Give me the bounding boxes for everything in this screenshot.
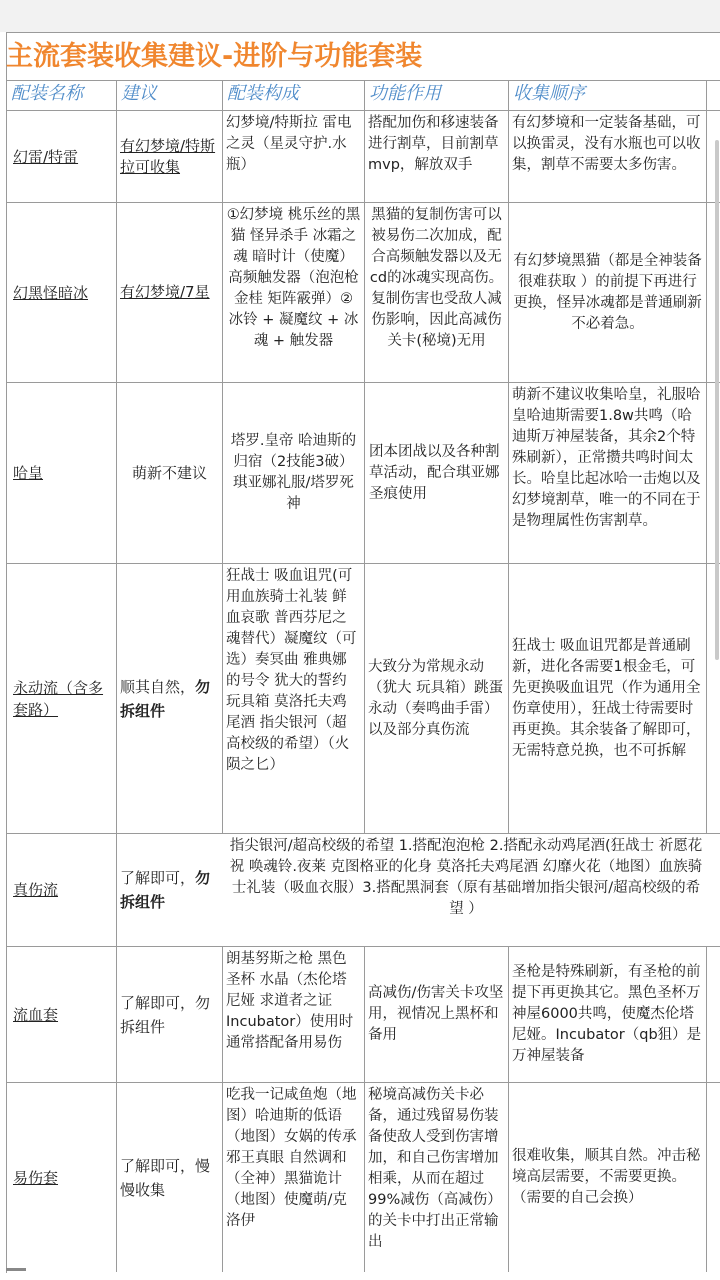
row-composition: 狂战士 吸血诅咒(可用血族骑士礼装 鲜血哀歌 普西芬尼之魂替代）凝魔纹（可选）奏冥曲 雅典娜的号令 犹大的誓约 玩具箱 莫洛托夫鸡尾酒 指尖银河（超高校级的希望）（火陨之匕）	[226, 568, 357, 773]
row-composition: 塔罗.皇帝 哈迪斯的归宿（2技能3破）琪亚娜礼服/塔罗死神	[230, 433, 357, 512]
row-name[interactable]: 幻雷/特雷	[13, 147, 79, 166]
row-name[interactable]: 流血套	[13, 1005, 59, 1024]
row-advice: 了解即可，慢慢收集	[120, 1156, 211, 1199]
advice-bold: 勿拆组件	[120, 869, 211, 911]
row-advice: 了解即可，勿拆组件	[120, 993, 211, 1036]
row-advice: 有幻梦境/7星	[120, 283, 210, 301]
grid-line	[706, 946, 707, 1272]
row-name[interactable]: 真伤流	[13, 881, 59, 899]
row-composition: 吃我一记咸鱼炮（地图）哈迪斯的低语（地图）女娲的传承 邪王真眼 自然调和（全神）黑猫诡计（地图）使魔萌/克洛伊	[226, 1087, 357, 1229]
row-merged-text: 指尖银河/超高校级的希望 1.搭配泡泡枪 2.搭配永动鸡尾酒(狂战士 祈愿花祝 唤魂铃.夜莱 克图格亚的化身 莫洛托夫鸡尾酒 幻靡火花（地图）血族骑士礼装（吸血衣服）3.搭配黑洞套（原有基础增加指尖银河/超高校级的希望 ）	[229, 838, 703, 917]
row-name-container[interactable]	[7, 564, 116, 833]
row-advice	[117, 834, 222, 946]
header-advice: 建议	[121, 83, 157, 104]
row-name[interactable]: 易伤套	[13, 1168, 59, 1187]
row-advice	[117, 564, 222, 833]
header-name: 配装名称	[11, 83, 83, 104]
row-function: 搭配加伤和移速装备进行割草，目前割草mvp，解放双手	[368, 115, 499, 173]
header-composition: 配装构成	[227, 83, 299, 104]
row-function: 高减伤/伤害关卡攻坚用，视情况上黑杯和备用	[368, 985, 504, 1043]
header-order: 收集顺序	[513, 83, 585, 104]
advice-plain: 顺其自然，	[120, 677, 196, 696]
row-function: 黑猫的复制伤害可以被易伤二次加成，配合高频触发器以及无cd的冰魂实现高伤。复制伤害也受敌人减伤影响，因此高减伤关卡(秘境)无用	[369, 207, 504, 349]
row-name[interactable]: 哈皇	[13, 464, 44, 482]
row-composition: ①幻梦境 桃乐丝的黑猫 怪异杀手 冰霜之魂 暗时计（使魔）高频触发器（泡泡枪 金桂 矩阵霰弹）② 冰铃 + 凝魔纹 + 冰魂 + 触发器	[226, 207, 361, 349]
row-name-suffix: （含多套路）	[13, 678, 104, 719]
row-advice: 萌新不建议	[131, 463, 207, 482]
horizontal-scroll-indicator[interactable]	[6, 1268, 26, 1271]
scrollbar[interactable]	[715, 140, 719, 660]
row-order: 有幻梦境和一定装备基础，可以换雷灵，没有水瓶也可以收集，割草不需要太多伤害。	[512, 115, 701, 173]
page-title: 主流套装收集建议-进阶与功能套装	[6, 41, 423, 72]
row-order: 圣枪是特殊刷新，有圣枪的前提下再更换其它。黑色圣杯万神屋6000共鸣，使魔杰伦塔尼娅。Incubator（qb狙）是万神屋装备	[512, 964, 702, 1064]
row-order: 狂战士 吸血诅咒都是普通刷新，进化各需要1根金毛，可先更换吸血诅咒（作为通用全伤章使用），狂战士待需要时再更换。其余装备了解即可，无需特意兑换，也不可拆解	[512, 637, 701, 759]
row-order: 很难收集，顺其自然。冲击秘境高层需要，不需要更换。（需要的自己会换）	[512, 1148, 701, 1206]
advice-bold: 勿拆组件	[120, 677, 211, 720]
row-name: 永动流	[13, 678, 59, 697]
advice-plain: 了解即可，	[120, 869, 196, 887]
header-function: 功能作用	[369, 83, 441, 104]
row-function: 秘境高减伤关卡必备，通过残留易伤装备使敌人受到伤害增加，和自己伤害增加相乘，从而在超过99%减伤（高减伤）的关卡中打出正常输出	[368, 1087, 502, 1250]
row-composition: 朗基努斯之枪 黑色圣杯 水晶（杰伦塔尼娅 求道者之证 Incubator）使用时通常搭配备用易伤	[226, 951, 354, 1051]
grid-line	[706, 80, 707, 833]
row-function: 大致分为常规永动（犹大 玩具箱）跳蛋永动（奏鸣曲手雷）以及部分真伤流	[368, 658, 504, 738]
row-order: 有幻梦境黑猫（都是全神装备很难获取 ）的前提下再进行更换，怪异冰魂都是普通刷新不必着急。	[513, 252, 702, 332]
row-advice: 有幻梦境/特斯拉可收集	[120, 136, 216, 176]
row-composition: 幻梦境/特斯拉 雷电之灵（星灵守护.水瓶）	[226, 115, 352, 173]
row-function: 团本团战以及各种割草活动，配合琪亚娜圣痕使用	[369, 443, 500, 502]
row-name[interactable]: 幻黑怪暗冰	[13, 283, 89, 302]
top-band	[0, 0, 720, 32]
row-order: 萌新不建议收集哈皇，礼服哈皇哈迪斯需要1.8w共鸣（哈迪斯万神屋装备，其余2个特殊刷新），正常攒共鸣时间太长。哈皇比起冰哈一击炮以及幻梦境割草，唯一的不同在于是物理属性伤害割草。	[512, 387, 701, 529]
